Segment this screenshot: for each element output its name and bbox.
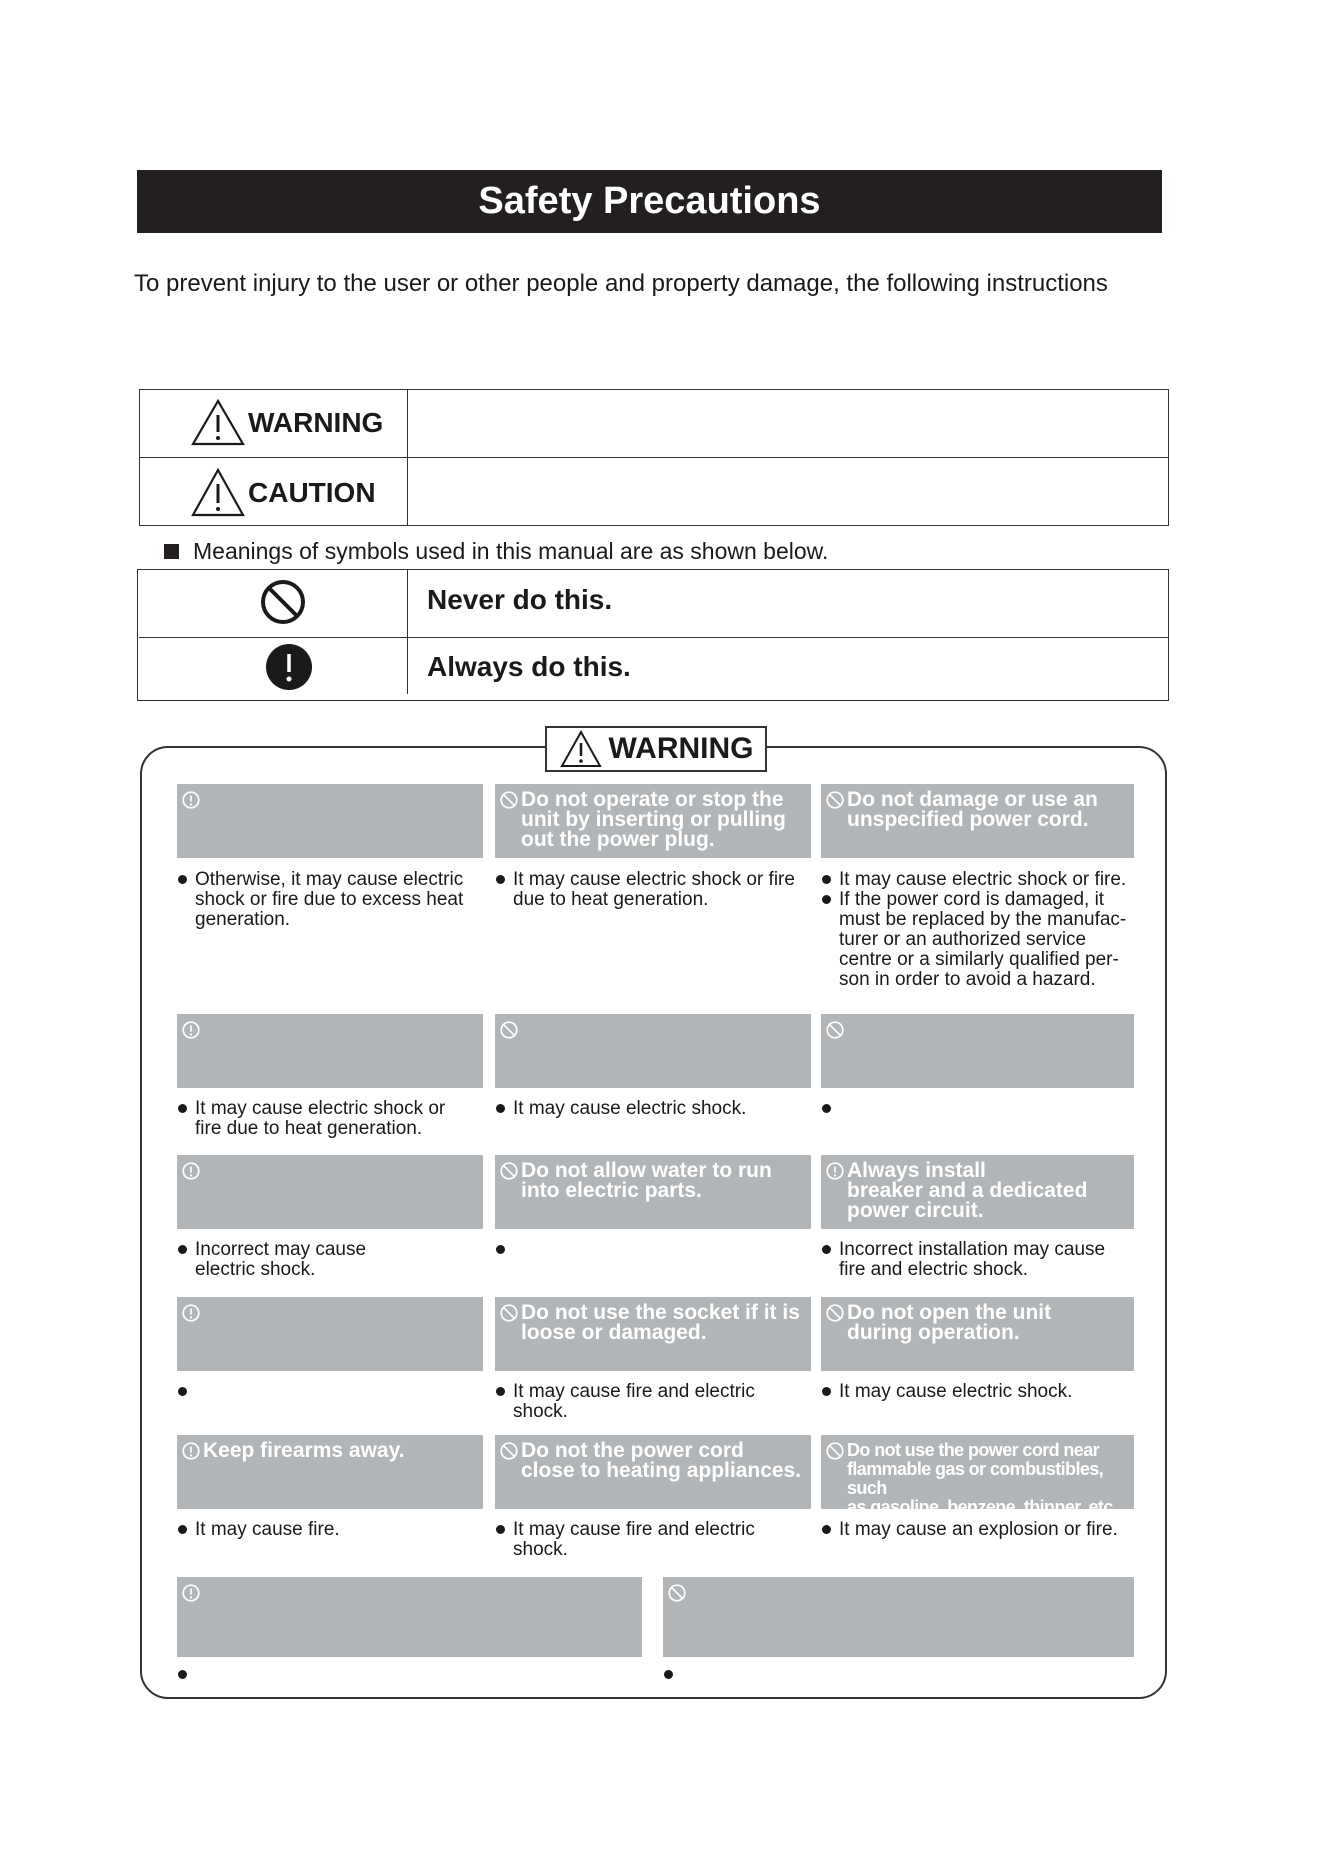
warning-item-title: Do not use the power cord near flammable gas or combustibles, such as gasoline, benzene, thinner, etc. <box>847 1440 1118 1517</box>
bullet-dot-icon <box>664 1670 673 1679</box>
bullet-dot-icon <box>178 1104 187 1113</box>
caution-level <box>190 466 376 520</box>
legend-note <box>164 538 828 565</box>
intro-text: To prevent injury to the user or other people and property damage, the following instructions <box>134 270 1108 297</box>
warning-label: WARNING <box>248 407 384 438</box>
warning-item-description <box>495 1382 817 1422</box>
prohibited-icon <box>499 1020 519 1040</box>
table-divider <box>139 457 1169 458</box>
description-text: It may cause fire and electric shock. <box>513 1519 755 1560</box>
warning-item-heading <box>495 1297 811 1371</box>
bullet-dot-icon <box>178 1525 187 1534</box>
description-bullet <box>177 1665 648 1679</box>
mandatory-icon <box>181 1441 201 1461</box>
bullet-dot-icon <box>178 1245 187 1254</box>
warning-item-heading <box>821 1155 1134 1229</box>
warning-item-title: Do not open the unit during operation. <box>847 1301 1052 1344</box>
square-bullet-icon <box>164 544 179 559</box>
bullet-dot-icon <box>496 875 505 884</box>
warning-item-description <box>821 1099 1140 1113</box>
prohibited-icon <box>260 579 306 625</box>
warning-item-heading <box>177 1155 483 1229</box>
description-bullet <box>821 1520 1140 1540</box>
mandatory-icon <box>825 1161 845 1181</box>
bullet-dot-icon <box>822 1245 831 1254</box>
bullet-dot-icon <box>822 895 831 904</box>
warning-item-heading <box>821 1435 1134 1517</box>
bullet-dot-icon <box>822 1104 831 1113</box>
warning-item-heading <box>177 1014 483 1088</box>
warning-section-label <box>545 726 767 772</box>
table-divider <box>407 389 408 526</box>
warning-item-heading <box>821 784 1134 858</box>
description-bullet <box>177 1520 489 1540</box>
warning-item-description <box>177 1665 648 1679</box>
prohibited-icon <box>499 1441 519 1461</box>
warning-item-description <box>495 1099 817 1119</box>
warning-item-heading <box>177 1435 483 1509</box>
warning-item-description <box>821 1520 1140 1540</box>
description-text: It may cause electric shock or fire due to heat generation. <box>195 1098 446 1139</box>
warning-item-description <box>495 870 817 910</box>
bullet-dot-icon <box>496 1387 505 1396</box>
description-bullet <box>495 1382 817 1422</box>
warning-item-title: Do not the power cord close to heating appliances. <box>521 1439 802 1482</box>
warning-item-description <box>821 1240 1140 1280</box>
description-text: It may cause electric shock. <box>839 1381 1073 1402</box>
description-bullet <box>821 1240 1140 1280</box>
description-bullet <box>663 1665 1140 1679</box>
warning-item-heading <box>495 1435 811 1509</box>
prohibited-icon <box>825 1303 845 1323</box>
prohibited-icon <box>499 790 519 810</box>
description-bullet <box>177 870 489 930</box>
warning-section-text: WARNING <box>608 732 754 765</box>
warning-item-heading <box>821 1297 1134 1371</box>
description-bullet <box>821 890 1140 990</box>
mandatory-icon <box>181 1020 201 1040</box>
description-bullet <box>177 1099 489 1139</box>
page-title: Safety Precautions <box>137 170 1162 233</box>
mandatory-icon <box>181 1161 201 1181</box>
description-bullet <box>821 870 1140 890</box>
description-text: Incorrect installation may cause fire and electric shock. <box>839 1239 1106 1280</box>
warning-item-description <box>177 1382 489 1396</box>
table-divider <box>139 637 1169 638</box>
warning-item-title: Always install breaker and a dedicated power circuit. <box>847 1159 1088 1222</box>
warning-item-heading <box>177 1297 483 1371</box>
bullet-dot-icon <box>822 1387 831 1396</box>
warning-item-heading <box>663 1577 1134 1657</box>
warning-triangle-icon <box>559 729 603 769</box>
caution-triangle-icon <box>190 467 246 519</box>
warning-level <box>190 398 383 448</box>
legend-note-text: Meanings of symbols used in this manual are as shown below. <box>193 538 829 564</box>
table-divider <box>407 569 408 694</box>
prohibited-icon <box>825 1020 845 1040</box>
bullet-dot-icon <box>178 1670 187 1679</box>
warning-item-title: Do not use the socket if it is loose or damaged. <box>521 1301 800 1344</box>
mandatory-icon <box>265 643 313 691</box>
warning-item-title: Do not operate or stop the unit by inserting or pulling out the power plug. <box>521 788 786 851</box>
description-text: It may cause electric shock. <box>513 1098 747 1119</box>
bullet-dot-icon <box>178 1387 187 1396</box>
mandatory-icon <box>181 1583 201 1603</box>
warning-item-description <box>177 1520 489 1540</box>
warning-item-description <box>495 1240 817 1254</box>
description-bullet <box>495 870 817 910</box>
warning-item-heading <box>495 1014 811 1088</box>
description-bullet <box>177 1240 489 1280</box>
bullet-dot-icon <box>178 875 187 884</box>
mandatory-icon <box>181 790 201 810</box>
description-bullet <box>821 1382 1140 1402</box>
prohibited-icon <box>825 790 845 810</box>
warning-item-heading <box>821 1014 1134 1088</box>
description-text: It may cause fire. <box>195 1519 340 1540</box>
description-text: Otherwise, it may cause electric shock or fire due to excess heat generation. <box>195 869 464 930</box>
description-bullet <box>495 1240 817 1254</box>
never-do-text: Never do this. <box>427 584 613 615</box>
description-bullet <box>177 1382 489 1396</box>
prohibited-icon <box>667 1583 687 1603</box>
warning-triangle-icon <box>190 398 246 448</box>
warning-item-description <box>821 870 1140 990</box>
warning-item-heading <box>177 784 483 858</box>
bullet-dot-icon <box>496 1245 505 1254</box>
warning-item-description <box>495 1520 817 1560</box>
prohibited-icon <box>499 1161 519 1181</box>
description-bullet <box>821 1099 1140 1113</box>
description-text: It may cause fire and electric shock. <box>513 1381 755 1422</box>
warning-item-heading <box>177 1577 642 1657</box>
description-bullet <box>495 1099 817 1119</box>
warning-item-title: Do not allow water to run into electric parts. <box>521 1159 772 1202</box>
description-text: It may cause electric shock or fire due to heat generation. <box>513 869 795 910</box>
warning-item-description <box>177 870 489 930</box>
warning-item-description <box>177 1099 489 1139</box>
always-do-text: Always do this. <box>427 651 631 682</box>
warning-item-description <box>177 1240 489 1280</box>
description-text: Incorrect may cause electric shock. <box>195 1239 367 1280</box>
bullet-dot-icon <box>496 1104 505 1113</box>
warning-item-heading <box>495 1155 811 1229</box>
warning-item-description <box>663 1665 1140 1679</box>
bullet-dot-icon <box>496 1525 505 1534</box>
description-text: It may cause electric shock or fire. <box>839 869 1127 890</box>
bullet-dot-icon <box>822 1525 831 1534</box>
description-text: It may cause an explosion or fire. <box>839 1519 1118 1540</box>
warning-item-description <box>821 1382 1140 1402</box>
warning-item-title: Keep firearms away. <box>203 1439 405 1462</box>
description-text: If the power cord is damaged, it must be replaced by the manufac- turer or an authorized service centre or a similarly qualified per- son in order to avoid a hazard. <box>839 889 1127 990</box>
description-bullet <box>495 1520 817 1560</box>
warning-item-title: Do not damage or use an unspecified power cord. <box>847 788 1098 831</box>
prohibited-icon <box>825 1441 845 1461</box>
caution-label: CAUTION <box>248 477 376 508</box>
mandatory-icon <box>181 1303 201 1323</box>
bullet-dot-icon <box>822 875 831 884</box>
prohibited-icon <box>499 1303 519 1323</box>
warning-item-heading <box>495 784 811 858</box>
